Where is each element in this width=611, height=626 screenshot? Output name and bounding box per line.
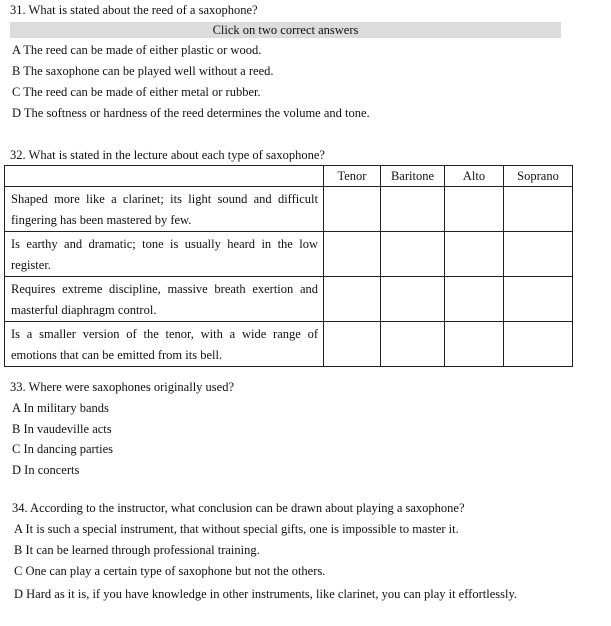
- q31-question: 31. What is stated about the reed of a saxophone?: [10, 3, 258, 17]
- header-baritone: Baritone: [381, 166, 445, 187]
- cell-tenor[interactable]: [324, 322, 381, 367]
- header-tenor: Tenor: [324, 166, 381, 187]
- cell-alto[interactable]: [445, 277, 504, 322]
- cell-soprano[interactable]: [504, 322, 573, 367]
- q32-matching-table: [4, 165, 573, 367]
- q33-option-a[interactable]: A In military bands: [12, 401, 109, 415]
- cell-soprano[interactable]: [504, 277, 573, 322]
- header-alto: Alto: [445, 166, 504, 187]
- row-description: Is earthy and dramatic; tone is usually heard in the low register.: [5, 232, 324, 277]
- cell-alto[interactable]: [445, 232, 504, 277]
- q34-option-d[interactable]: D Hard as it is, if you have knowledge in other instruments, like clarinet, you can play it effortlessly.: [14, 587, 518, 601]
- row-description: Shaped more like a clarinet; its light sound and difficult fingering has been mastered by few.: [5, 187, 324, 232]
- cell-soprano[interactable]: [504, 232, 573, 277]
- q31-option-a[interactable]: A The reed can be made of either plastic or wood.: [12, 43, 262, 57]
- q33-option-d[interactable]: D In concerts: [12, 463, 80, 477]
- cell-baritone[interactable]: [381, 322, 445, 367]
- cell-alto[interactable]: [445, 187, 504, 232]
- row-description: Is a smaller version of the tenor, with a wide range of emotions that can be emitted from its bell.: [5, 322, 324, 367]
- cell-baritone[interactable]: [381, 232, 445, 277]
- q34-option-c[interactable]: C One can play a certain type of saxophone but not the others.: [14, 564, 326, 578]
- cell-alto[interactable]: [445, 322, 504, 367]
- table-row: [5, 277, 573, 322]
- q31-instruction-banner: Click on two correct answers: [10, 22, 561, 38]
- table-row: [5, 322, 573, 367]
- table-row: [5, 187, 573, 232]
- q34-option-b[interactable]: B It can be learned through professional training.: [14, 543, 260, 557]
- header-empty: [5, 166, 324, 187]
- q33-option-b[interactable]: B In vaudeville acts: [12, 422, 112, 436]
- row-description: Requires extreme discipline, massive breath exertion and masterful diaphragm control.: [5, 277, 324, 322]
- q34-question: 34. According to the instructor, what conclusion can be drawn about playing a saxophone?: [12, 501, 465, 515]
- cell-tenor[interactable]: [324, 277, 381, 322]
- cell-tenor[interactable]: [324, 187, 381, 232]
- q31-option-b[interactable]: B The saxophone can be played well without a reed.: [12, 64, 274, 78]
- q31-option-d[interactable]: D The softness or hardness of the reed determines the volume and tone.: [12, 106, 370, 120]
- table-header-row: [5, 166, 573, 187]
- cell-baritone[interactable]: [381, 277, 445, 322]
- header-soprano: Soprano: [504, 166, 573, 187]
- cell-baritone[interactable]: [381, 187, 445, 232]
- q33-question: 33. Where were saxophones originally used?: [10, 380, 235, 394]
- q34-option-a[interactable]: A It is such a special instrument, that without special gifts, one is impossible to master it.: [14, 522, 459, 536]
- q32-question: 32. What is stated in the lecture about each type of saxophone?: [10, 148, 325, 162]
- q33-option-c[interactable]: C In dancing parties: [12, 442, 114, 456]
- q31-option-c[interactable]: C The reed can be made of either metal or rubber.: [12, 85, 261, 99]
- table-row: [5, 232, 573, 277]
- cell-soprano[interactable]: [504, 187, 573, 232]
- cell-tenor[interactable]: [324, 232, 381, 277]
